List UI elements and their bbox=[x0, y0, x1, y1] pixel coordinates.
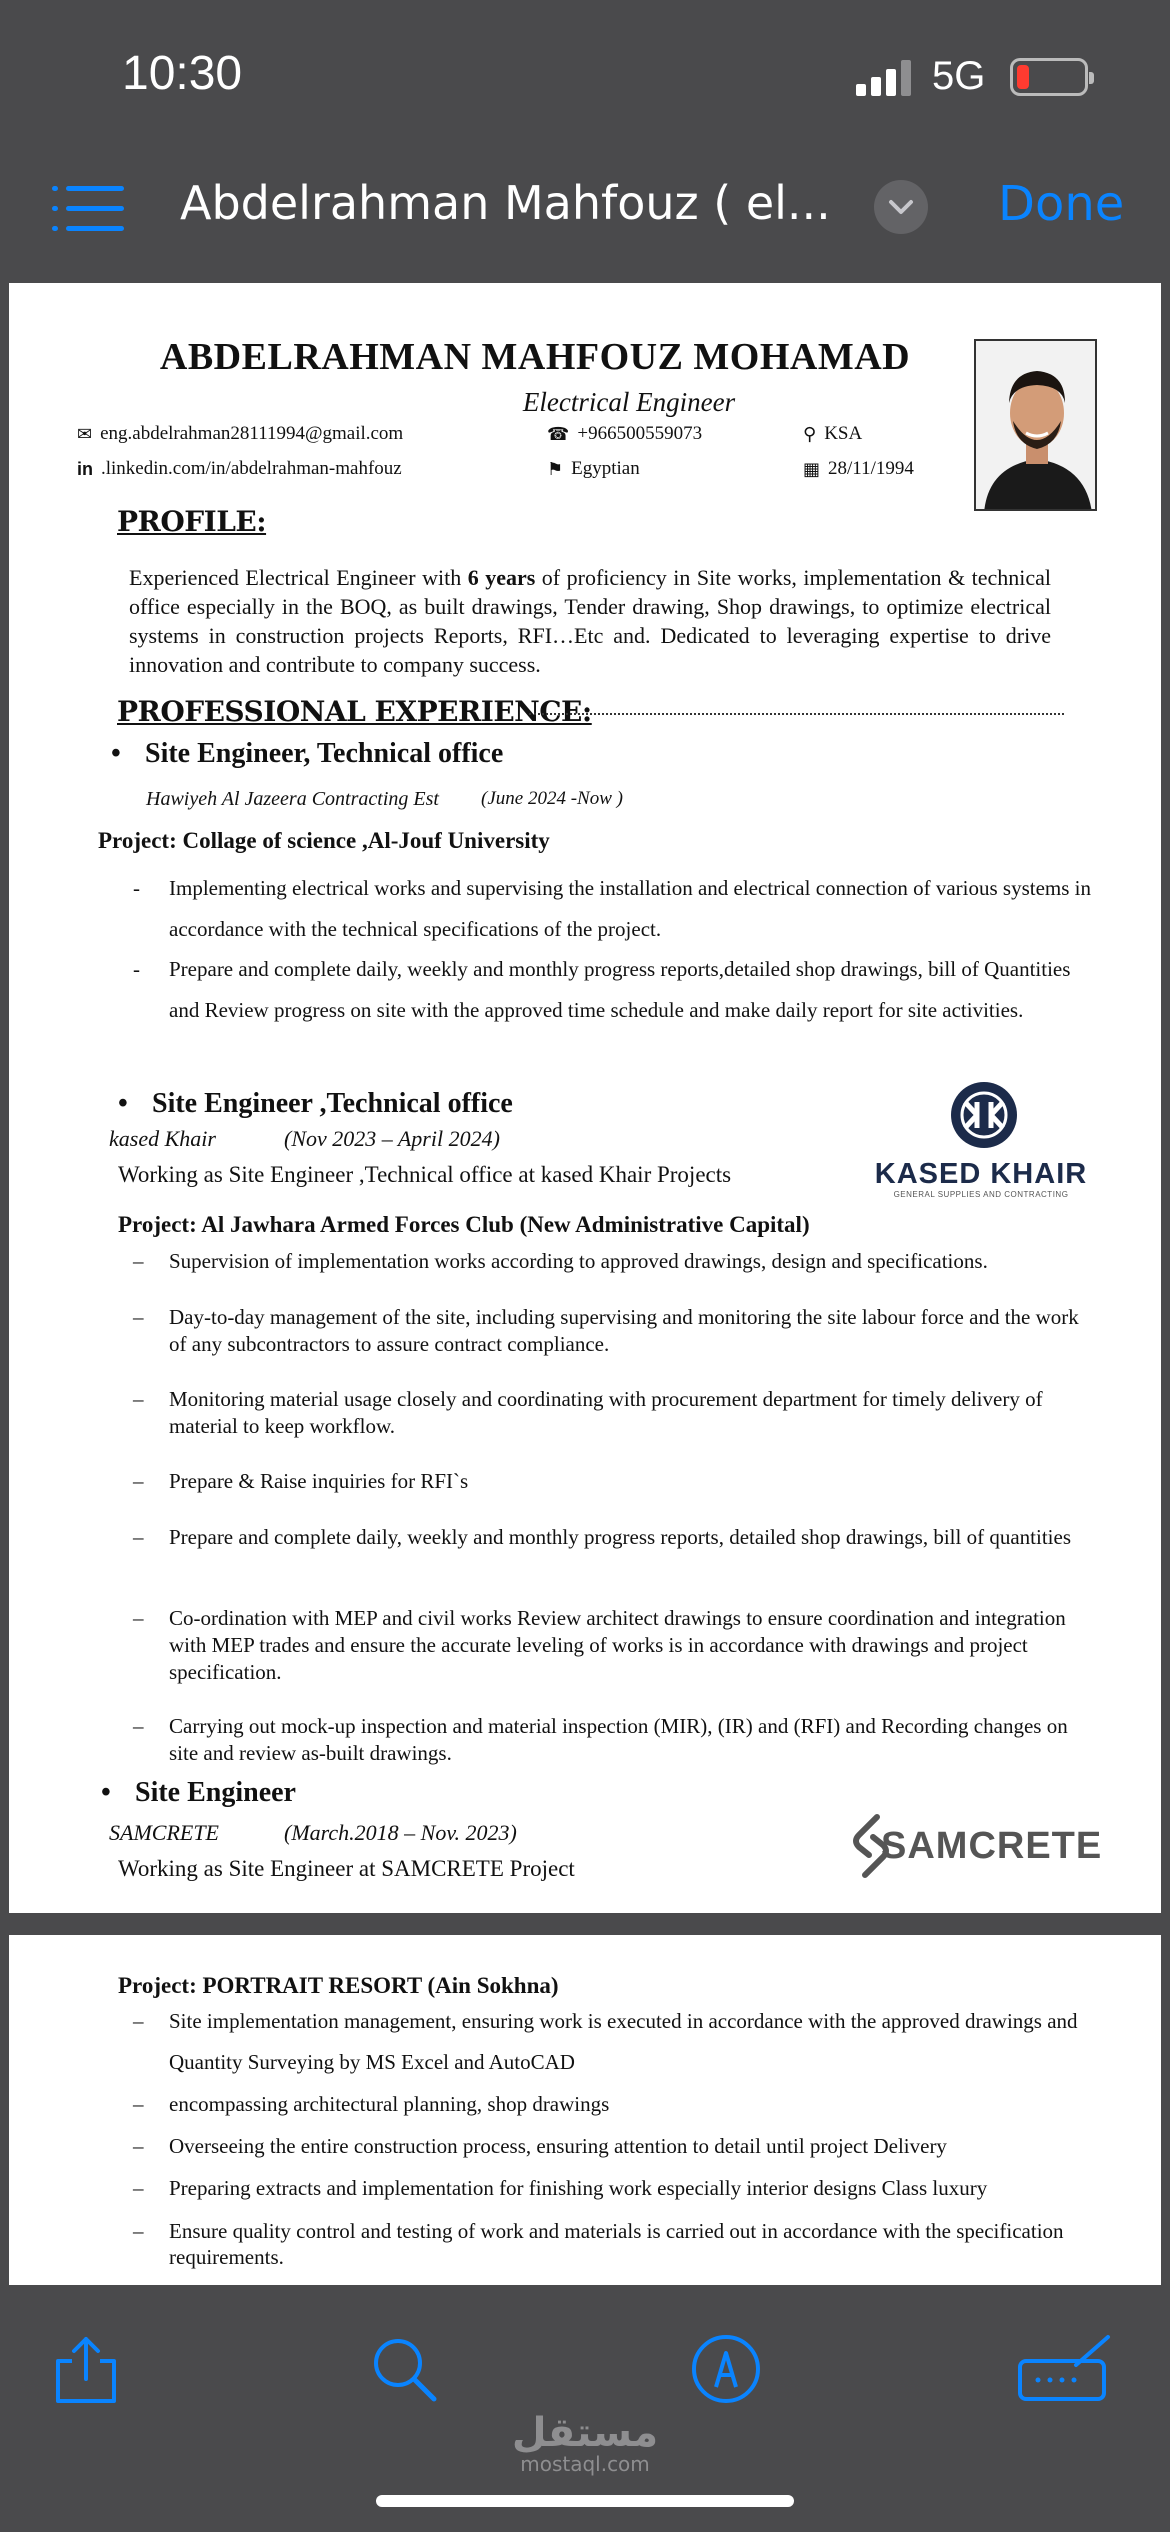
job2-title: • Site Engineer ,Technical office bbox=[152, 1088, 513, 1120]
contact-nationality: ⚑ Egyptian bbox=[547, 458, 640, 480]
document-page-1 bbox=[9, 283, 1161, 1913]
job3-item: – Overseeing the entire construction process, ensuring attention to detail until project Delivery bbox=[133, 2134, 947, 2158]
job2-company: kased Khair bbox=[109, 1126, 216, 1151]
job1-company: Hawiyeh Al Jazeera Contracting Est bbox=[146, 788, 439, 810]
job3-title: • Site Engineer bbox=[135, 1777, 296, 1809]
job3-description: Working as Site Engineer at SAMCRETE Project bbox=[118, 1856, 575, 1881]
job2-item: – Co-ordination with MEP and civil works Review architect drawings to ensure coordination and integration with MEP trades and ensure the accurate leveling of works is in accordance with drawings and project specification. bbox=[133, 1606, 1066, 1684]
job3-project: Project: PORTRAIT RESORT (Ain Sokhna) bbox=[118, 1973, 559, 1998]
contact-email: ✉ eng.abdelrahman28111994@gmail.com bbox=[77, 423, 404, 445]
done-button[interactable]: Done bbox=[998, 176, 1125, 232]
job2-item: – Supervision of implementation works according to approved drawings, design and specifications. bbox=[133, 1249, 988, 1273]
job1-period: (June 2024 -Now ) bbox=[481, 788, 623, 809]
watermark-latin: mostaql.com bbox=[520, 2452, 650, 2476]
resume-name: ABDELRAHMAN MAHFOUZ MOHAMAD bbox=[159, 336, 911, 378]
kased-khair-logo bbox=[861, 1080, 1101, 1200]
markup-icon[interactable] bbox=[688, 2331, 764, 2407]
job2-description: Working as Site Engineer ,Technical office at kased Khair Projects bbox=[118, 1162, 732, 1187]
job2-item: – Carrying out mock-up inspection and material inspection (MIR), (IR) and (RFI) and Recording changes on site and review as-built drawings. bbox=[133, 1714, 1068, 1765]
job1-item: - Prepare and complete daily, weekly and monthly progress reports,detailed shop drawings, bill of Quantities and Review progress on site with the approved time schedule and make daily report for site activities. bbox=[133, 957, 1071, 1022]
heading-divider bbox=[529, 713, 1064, 715]
job2-item: – Day-to-day management of the site, including supervising and monitoring the site labour force and the work of any subcontractors to assure contract compliance. bbox=[133, 1305, 1079, 1356]
profile-heading: PROFILE: bbox=[117, 505, 267, 538]
samcrete-logo bbox=[837, 1811, 1107, 1881]
watermark-arabic: مستقل bbox=[511, 2410, 659, 2456]
battery-icon bbox=[1010, 58, 1088, 96]
share-icon[interactable] bbox=[48, 2331, 124, 2407]
contact-birthdate: ▦ 28/11/1994 bbox=[803, 458, 914, 480]
job3-period: (March.2018 – Nov. 2023) bbox=[284, 1820, 517, 1845]
phone-icon: ☎ bbox=[547, 423, 570, 445]
calendar-icon: ▦ bbox=[803, 458, 821, 480]
job1-project: Project: Collage of science ,Al-Jouf University bbox=[98, 828, 550, 853]
status-time: 10:30 bbox=[122, 47, 243, 100]
kased-khair-logo-subtitle: GENERAL SUPPLIES AND CONTRACTING bbox=[893, 1190, 1069, 1199]
profile-text: Experienced Electrical Engineer with 6 years of proficiency in Site works, implementation & technical office especially in the BOQ, as built drawings, Tender drawing, Shop drawings, to optimize electrical systems in construction projects Reports, RFI…Etc and. Dedicated to leveraging expertise to drive innovation and contribute to company success. bbox=[129, 565, 1051, 677]
job2-item: – Prepare and complete daily, weekly and monthly progress reports, detailed shop drawings, bill of quantities bbox=[133, 1525, 1071, 1549]
signal-icon bbox=[856, 60, 914, 96]
keyboard-icon[interactable] bbox=[1016, 2331, 1116, 2407]
job3-item: – Ensure quality control and testing of work and materials is carried out in accordance with the specification requirements. bbox=[133, 2219, 1064, 2269]
status-bar bbox=[0, 0, 1170, 150]
contact-linkedin: in .linkedin.com/in/abdelrahman-mahfouz bbox=[77, 458, 402, 479]
document-page-2 bbox=[9, 1935, 1161, 2285]
contact-phone: ☎ +966500559073 bbox=[547, 423, 703, 445]
samcrete-logo-text: SAMCRETE bbox=[881, 1825, 1103, 1867]
experience-heading: PROFESSIONAL EXPERIENCE: bbox=[117, 695, 592, 728]
job3-item: – Preparing extracts and implementation for finishing work especially interior designs Class luxury bbox=[133, 2176, 988, 2200]
home-indicator[interactable] bbox=[376, 2495, 794, 2507]
job2-item: – Prepare & Raise inquiries for RFI`s bbox=[133, 1469, 469, 1493]
job2-item: – Monitoring material usage closely and coordinating with procurement department for timely delivery of material to keep workflow. bbox=[133, 1387, 1043, 1438]
bottom-toolbar bbox=[0, 2285, 1170, 2532]
search-icon[interactable] bbox=[366, 2331, 442, 2407]
job3-item: – Site implementation management, ensuring work is executed in accordance with the approved drawings and Quantity Surveying by MS Excel and AutoCAD bbox=[133, 2009, 1078, 2074]
document-title: Abdelrahman Mahfouz ( el... bbox=[180, 176, 831, 230]
contact-location: ⚲ KSA bbox=[803, 423, 863, 445]
watermark bbox=[0, 2410, 1170, 2476]
chevron-down-icon[interactable] bbox=[874, 180, 928, 234]
job3-item: – encompassing architectural planning, shop drawings bbox=[133, 2092, 610, 2116]
map-pin-icon: ⚲ bbox=[803, 423, 817, 445]
resume-role: Electrical Engineer bbox=[522, 387, 736, 417]
job2-period: (Nov 2023 – April 2024) bbox=[284, 1126, 500, 1151]
job1-item: - Implementing electrical works and supervising the installation and electrical connection of various systems in accordance with the technical specifications of the project. bbox=[133, 876, 1091, 941]
navigation-bar bbox=[0, 150, 1170, 270]
network-label: 5G bbox=[932, 54, 986, 98]
flag-icon: ⚑ bbox=[547, 458, 564, 480]
envelope-icon: ✉ bbox=[77, 423, 93, 445]
profile-photo bbox=[974, 339, 1097, 511]
list-icon[interactable] bbox=[52, 182, 124, 236]
job2-project: Project: Al Jawhara Armed Forces Club (New Administrative Capital) bbox=[118, 1212, 810, 1237]
linkedin-icon: in bbox=[77, 458, 93, 479]
job3-company: SAMCRETE bbox=[109, 1820, 219, 1845]
job1-title: • Site Engineer, Technical office bbox=[145, 738, 503, 770]
kased-khair-logo-text: KASED KHAIR bbox=[874, 1158, 1088, 1190]
